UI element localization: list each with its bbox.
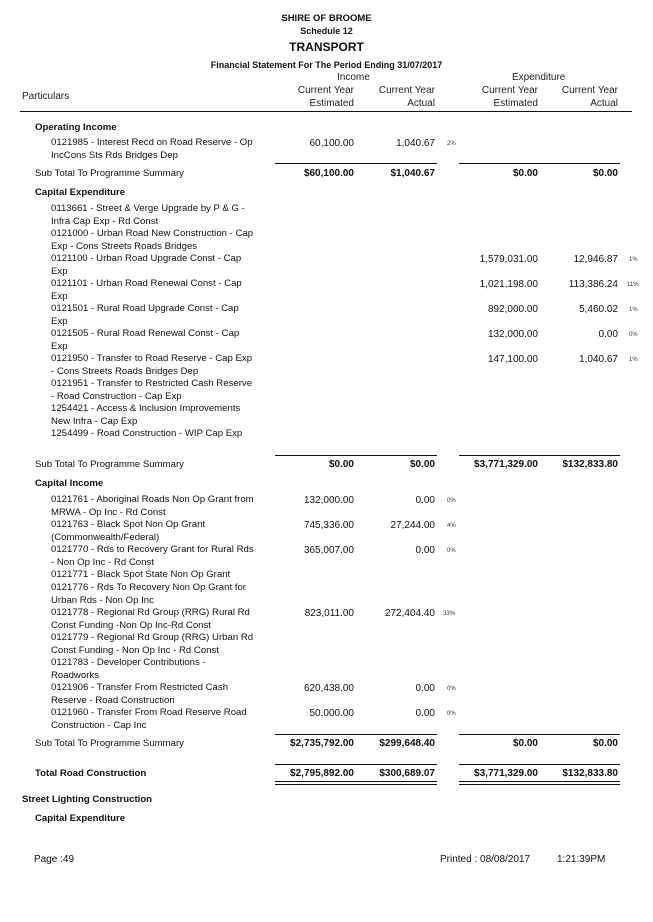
total-double-rule-income bbox=[275, 781, 437, 785]
subtotal-rule-income bbox=[275, 163, 437, 164]
expenditure-estimated-header-line2: Estimated bbox=[493, 98, 538, 109]
expenditure-actual-value: 0.00 bbox=[598, 329, 618, 340]
subtotal-label: Sub Total To Programme Summary bbox=[35, 168, 184, 179]
income-estimated-value: 60,100.00 bbox=[309, 138, 354, 149]
income-actual-value: 0.00 bbox=[415, 708, 435, 719]
schedule-number: Schedule 12 bbox=[300, 26, 353, 36]
line-item-description: 0121763 - Black Spot Non Op Grant (Commonwealth/Federal) bbox=[51, 519, 206, 543]
expenditure-actual-header-line1: Current Year bbox=[561, 85, 618, 96]
expenditure-actual-value: 12,946.87 bbox=[573, 254, 618, 265]
expenditure-estimated-value: 1,579,031.00 bbox=[479, 254, 538, 265]
expenditure-actual-value: 1,040.67 bbox=[579, 354, 618, 365]
income-estimated-value: 823,011.00 bbox=[304, 608, 354, 619]
organisation-name: SHIRE OF BROOME bbox=[281, 13, 372, 24]
income-estimated-value: 50,000.00 bbox=[309, 708, 354, 719]
subtotal-rule-income bbox=[275, 455, 437, 456]
income-percent: 33% bbox=[443, 611, 456, 617]
income-percent: 0% bbox=[447, 686, 456, 692]
income-estimated-value: 745,336.00 bbox=[303, 520, 354, 531]
expenditure-actual-header-line2: Actual bbox=[590, 98, 618, 109]
income-actual-value: 1,040.67 bbox=[396, 138, 435, 149]
subtotal-rule-expenditure bbox=[459, 455, 620, 456]
expenditure-percent: 11% bbox=[627, 282, 639, 288]
line-item-description: 0121000 - Urban Road New Construction - Cap Exp - Cons Streets Roads Bridges bbox=[51, 228, 254, 252]
subtotal-expenditure-actual: $132,833.80 bbox=[562, 459, 618, 470]
section-capital-income: Capital Income bbox=[35, 478, 104, 489]
income-percent: 2% bbox=[447, 141, 456, 147]
income-actual-value: 0.00 bbox=[415, 495, 435, 506]
subtotal-label: Sub Total To Programme Summary bbox=[35, 459, 184, 470]
income-estimated-header-line1: Current Year bbox=[297, 85, 354, 96]
total-rule-income bbox=[275, 764, 437, 765]
subtotal-income-estimated: $0.00 bbox=[328, 459, 354, 470]
total-expenditure-estimated: $3,771,329.00 bbox=[474, 768, 538, 779]
line-item-description: 0121770 - Rds to Recovery Grant for Rural Rds - Non Op Inc - Rd Const bbox=[51, 544, 254, 568]
subtotal-income-actual: $1,040.67 bbox=[390, 168, 435, 179]
line-item-description: 0121771 - Black Spot State Non Op Grant bbox=[51, 569, 231, 580]
subtotal-income-actual: $0.00 bbox=[409, 459, 435, 470]
income-actual-value: 0.00 bbox=[415, 545, 435, 556]
line-item-description: 1254421 - Access & Inclusion Improvements New Infra - Cap Exp bbox=[51, 403, 241, 427]
income-actual-value: 0.00 bbox=[415, 683, 435, 694]
subtotal-rule-expenditure bbox=[459, 734, 620, 735]
income-percent: 4% bbox=[447, 523, 456, 529]
line-item-description: 0121501 - Rural Road Upgrade Const - Cap Exp bbox=[51, 303, 239, 327]
expenditure-actual-value: 113,386.24 bbox=[568, 279, 618, 290]
subtotal-income-estimated: $60,100.00 bbox=[303, 168, 354, 179]
income-percent: 0% bbox=[447, 498, 456, 504]
subtotal-expenditure-estimated: $0.00 bbox=[512, 168, 538, 179]
line-item-description: 0121950 - Transfer to Road Reserve - Cap Exp - Cons Streets Roads Bridges Dep bbox=[51, 353, 253, 377]
subtotal-label: Sub Total To Programme Summary bbox=[35, 738, 184, 749]
income-actual-value: 272,404.40 bbox=[384, 608, 435, 619]
income-actual-value: 27,244.00 bbox=[390, 520, 435, 531]
expenditure-percent: 1% bbox=[629, 257, 638, 263]
section-operating-income: Operating Income bbox=[35, 122, 117, 133]
income-percent: 0% bbox=[447, 548, 456, 554]
income-estimated-value: 365,007.00 bbox=[303, 545, 354, 556]
line-item-description: 0121505 - Rural Road Renewal Const - Cap Exp bbox=[51, 328, 240, 352]
line-item-description: 0121906 - Transfer From Restricted Cash Reserve - Road Construction bbox=[51, 682, 229, 706]
expenditure-percent: 0% bbox=[629, 332, 638, 338]
section-capital-expenditure: Capital Expenditure bbox=[35, 813, 126, 824]
printed-time: 1:21:39PM bbox=[557, 854, 606, 865]
expenditure-estimated-value: 132,000.00 bbox=[487, 329, 538, 340]
income-estimated-value: 132,000.00 bbox=[303, 495, 354, 506]
line-item-description: 0113661 - Street & Verge Upgrade by P & G - Infra Cap Exp - Rd Const bbox=[51, 203, 245, 227]
subtotal-expenditure-actual: $0.00 bbox=[592, 168, 618, 179]
line-item-description: 0121761 - Aboriginal Roads Non Op Grant from MRWA - Op Inc - Rd Const bbox=[51, 494, 254, 518]
expenditure-actual-value: 5,460.02 bbox=[579, 304, 618, 315]
section-street-lighting: Street Lighting Construction bbox=[22, 794, 153, 805]
expenditure-group-header: Expenditure bbox=[512, 72, 566, 83]
income-actual-header-line1: Current Year bbox=[378, 85, 435, 96]
line-item-description: 0121985 - Interest Recd on Road Reserve - Op IncCons Sts Rds Bridges Dep bbox=[51, 137, 253, 161]
total-double-rule-expenditure bbox=[459, 781, 620, 785]
income-group-header: Income bbox=[337, 72, 370, 83]
subtotal-rule-expenditure bbox=[459, 163, 620, 164]
total-expenditure-actual: $132,833.80 bbox=[562, 768, 618, 779]
line-item-description: 0121778 - Regional Rd Group (RRG) Rural Rd Const Funding -Non Op Inc-Rd Const bbox=[51, 607, 250, 631]
subtotal-expenditure-estimated: $3,771,329.00 bbox=[474, 459, 538, 470]
subtotal-income-estimated: $2,735,792.00 bbox=[290, 738, 354, 749]
particulars-header: Particulars bbox=[22, 91, 70, 102]
subtotal-expenditure-estimated: $0.00 bbox=[512, 738, 538, 749]
expenditure-estimated-value: 147,100.00 bbox=[487, 354, 538, 365]
line-item-description: 0121779 - Regional Rd Group (RRG) Urban Rd Const Funding - Non Op Inc - Rd Const bbox=[51, 632, 254, 656]
line-item-description: 1254499 - Road Construction - WIP Cap Exp bbox=[51, 428, 243, 439]
line-item-description: 0121100 - Urban Road Upgrade Const - Cap Exp bbox=[51, 253, 242, 277]
page-number: Page :49 bbox=[34, 854, 75, 865]
subtotal-rule-income bbox=[275, 734, 437, 735]
expenditure-estimated-value: 1,021,198.00 bbox=[479, 279, 538, 290]
line-item-description: 0121951 - Transfer to Restricted Cash Reserve - Road Construction - Cap Exp bbox=[51, 378, 253, 402]
total-income-estimated: $2,795,892.00 bbox=[290, 768, 354, 779]
printed-date: Printed : 08/08/2017 bbox=[440, 854, 531, 865]
expenditure-percent: 1% bbox=[629, 307, 638, 313]
income-estimated-value: 620,438.00 bbox=[303, 683, 354, 694]
line-item-description: 0121776 - Rds To Recovery Non Op Grant for Urban Rds - Non Op Inc bbox=[51, 582, 246, 606]
line-item-description: 0121101 - Urban Road Renewal Const - Cap Exp bbox=[51, 278, 242, 302]
program-title: TRANSPORT bbox=[289, 40, 364, 54]
total-rule-expenditure bbox=[459, 764, 620, 765]
expenditure-percent: 1% bbox=[629, 357, 638, 363]
expenditure-estimated-value: 892,000.00 bbox=[487, 304, 538, 315]
total-label: Total Road Construction bbox=[35, 768, 147, 779]
line-item-description: 0121783 - Developer Contributions - Roadworks bbox=[51, 657, 206, 681]
subtotal-expenditure-actual: $0.00 bbox=[592, 738, 618, 749]
income-estimated-header-line2: Estimated bbox=[309, 98, 354, 109]
income-percent: 0% bbox=[447, 711, 456, 717]
subtotal-income-actual: $299,648.40 bbox=[379, 738, 435, 749]
section-capital-expenditure: Capital Expenditure bbox=[35, 187, 126, 198]
header-rule bbox=[20, 111, 632, 112]
expenditure-estimated-header-line1: Current Year bbox=[481, 85, 538, 96]
line-item-description: 0121960 - Transfer From Road Reserve Road Construction - Cap Inc bbox=[51, 707, 247, 731]
income-actual-header-line2: Actual bbox=[407, 98, 435, 109]
total-income-actual: $300,689.07 bbox=[379, 768, 435, 779]
statement-subtitle: Financial Statement For The Period Ending 31/07/2017 bbox=[210, 60, 443, 70]
